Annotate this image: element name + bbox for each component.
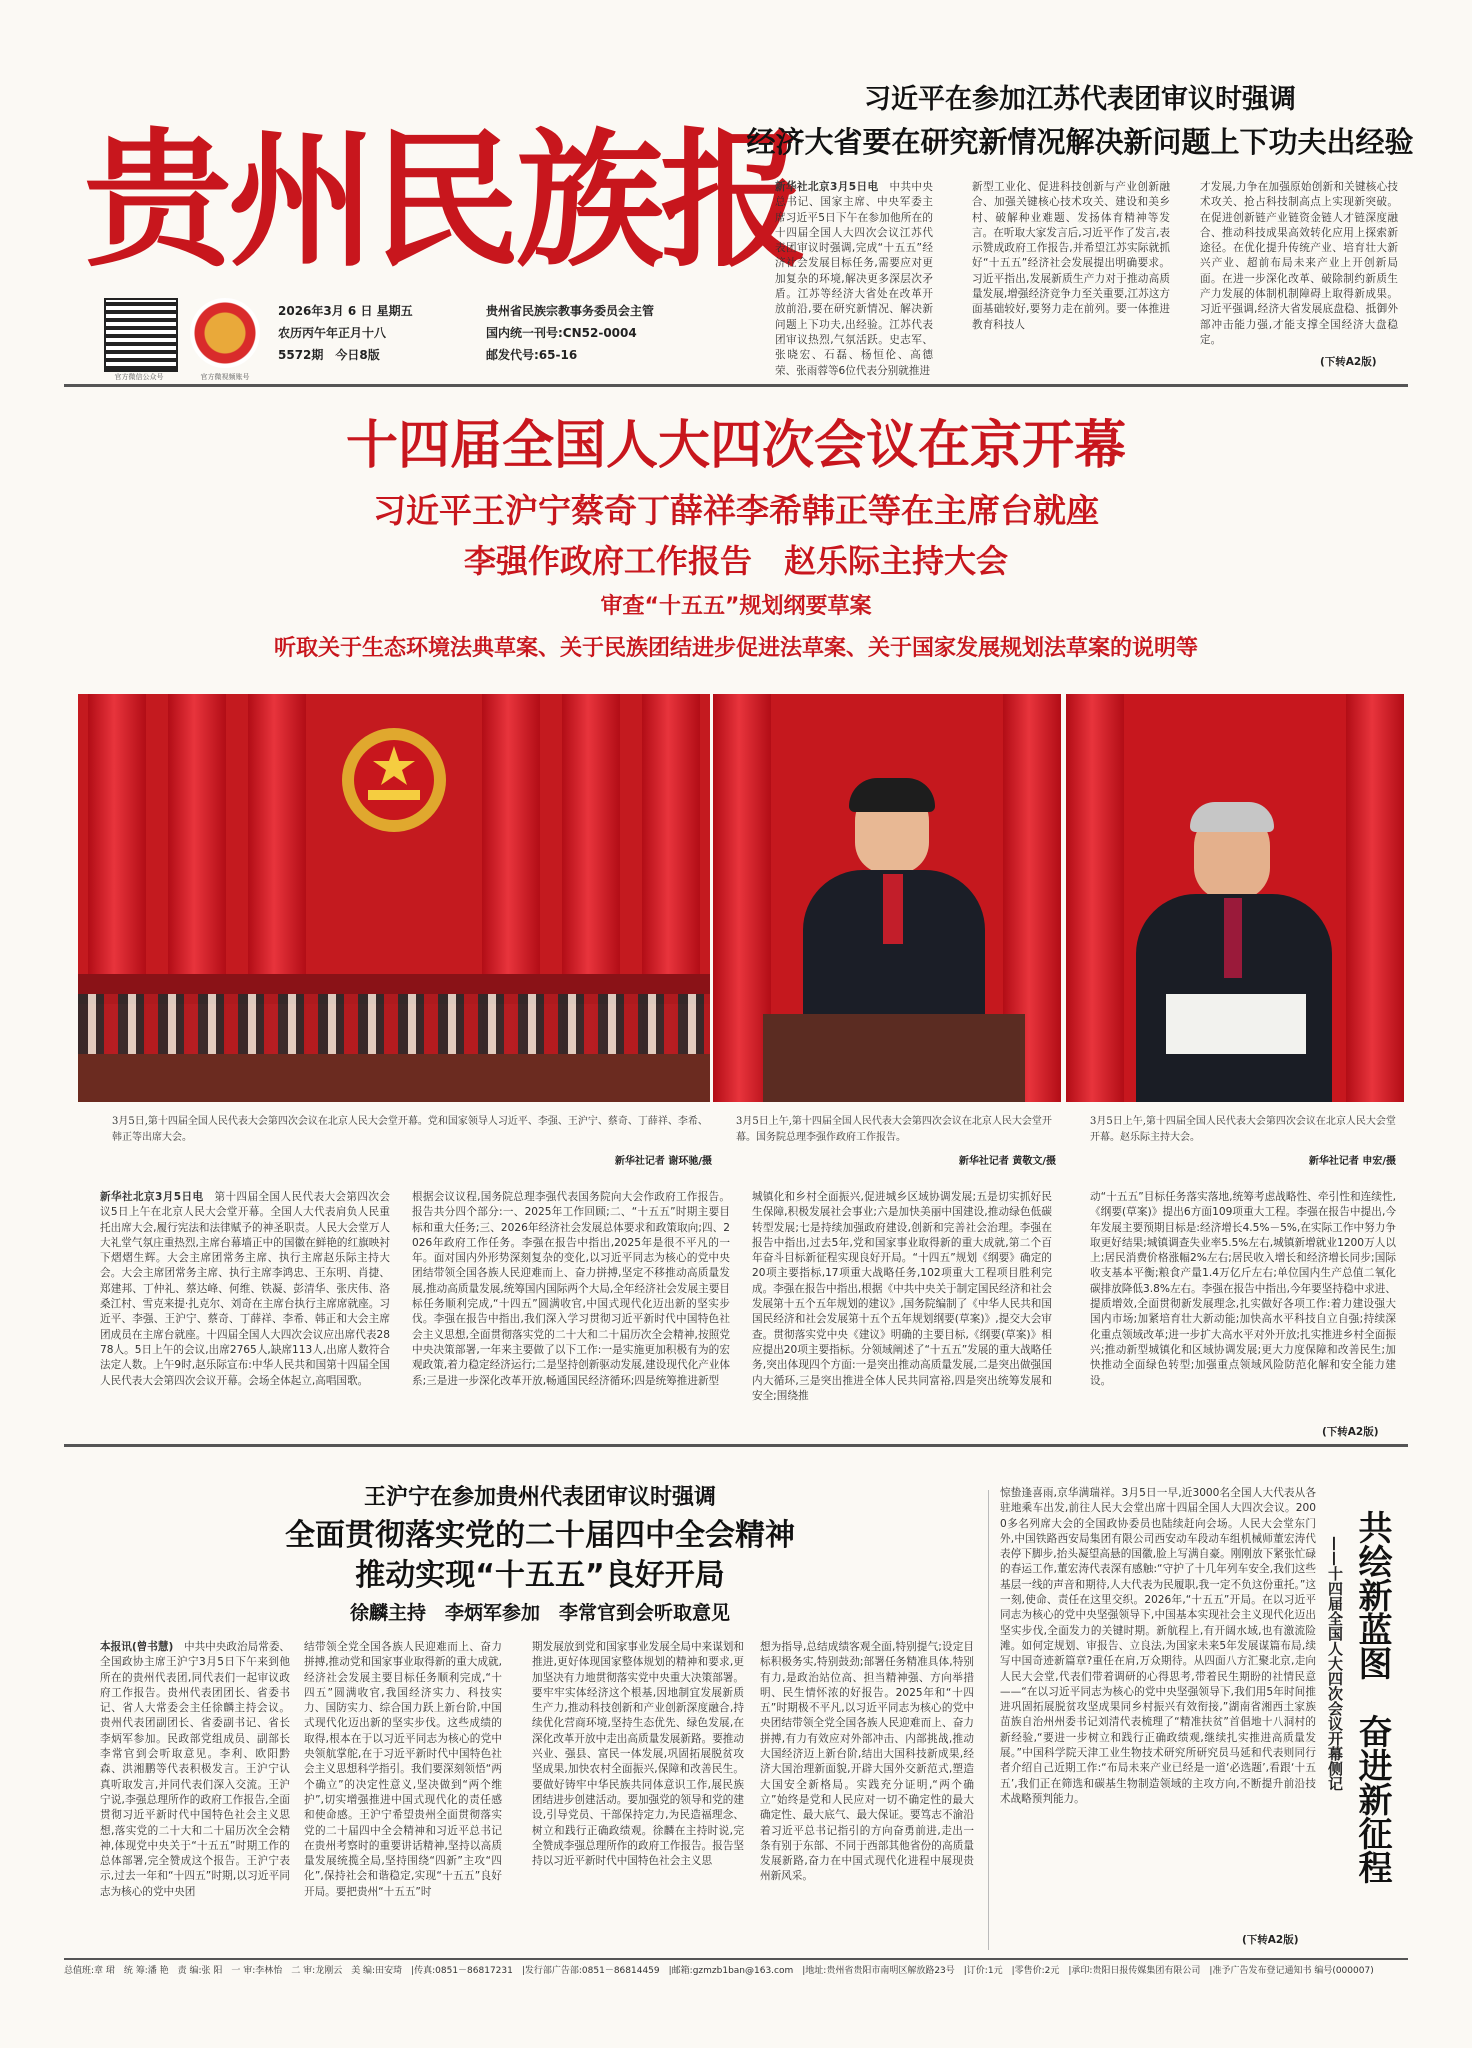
top-story-kicker: 习近平在参加江苏代表团审议时强调 <box>864 84 1296 115</box>
bottom-story-subhead: 徐麟主持 李炳军参加 李常官到会听取意见 <box>349 1602 730 1624</box>
photo-zhao-presiding <box>1076 694 1396 1102</box>
lead-dateline: 新华社北京3月5日电 <box>100 1191 204 1203</box>
top-story-column-2: 新型工业化、促进科技创新与产业创新融合、加强关键核心技术攻关、建设和美乡村、破解种业难题、发扬体育精神等发言。在听取大家发言后,习近平作了发言,表示赞成政府工作报告,并希望江苏实际就抓好“十五五”经济社会发展提出明确要求。习近平指出,发展新质生产力对于推动高质量发展,增强经济竞争力至关重要,江苏这方面基础较好,要努力走在前列。要一体推进教育科技人 <box>972 181 1170 331</box>
bottom-story-headline-2: 推动实现“十五五”良好开局 <box>355 1558 725 1593</box>
lunar-date: 农历丙午年正月十八 <box>278 326 387 340</box>
photo-caption-1: 3月5日,第十四届全国人民代表大会第四次会议在北京人民大会堂开幕。党和国家领导人习近平、李强、王沪宁、蔡奇、丁薛祥、李希、韩正等出席大会。 <box>112 1116 708 1143</box>
lead-subhead-3: 审查“十五五”规划纲要草案 <box>600 594 872 619</box>
lead-subhead-4: 听取关于生态环境法典草案、关于民族团结进步促进法草案、关于国家发展规划法草案的说明等 <box>273 636 1198 661</box>
side-story-body: 惊蛰逢喜雨,京华满瑞祥。3月5日一早,近3000名全国人大代表从各驻地乘车出发,前往人民大会堂出席十四届全国人大四次会议。2000多名列席大会的全国政协委员也陆续赶向会场。人民大会堂东门外,中国铁路西安局集团有限公司西安动车段动车组机械师董宏涛代表停下脚步,抬头凝望高悬的国徽,脸上写满自豪。刚刚放下紧张忙碌的春运工作,董宏涛代表深有感触:“守护了十几年列车安全,我们这些基层一线的声音和期待,人大代表为民履职,我一定不负这份重托。”这一刻,使命、责任在这里交织。2026年,“十五五”开局。在以习近平同志为核心的党中央坚强领导下,中国基本实现社会主义现代化迈出坚实步伐,全面发力的关键时期。新航程上,有开阔水域,也有激流险滩。如何定规划、审报告、立良法,为国家未来5年发展谋篇布局,续写中国奇迹新篇章?重任在肩,万众期待。从四面八方汇聚北京,走向人民大会堂,代表们带着调研的心得思考,带着民生期盼的社情民意——“在以习近平同志为核心的党中央坚强领导下,我们用5年时间推进巩固拓展脱贫攻坚成果同乡村振兴有效衔接,”湖南省湘西土家族苗族自治州州委书记刘清代表梳理了“精准扶贫”首倡地十八洞村的新经验,“要进一步树立和践行正确政绩观,继续扎实推进高质量发展。”中国科学院天津工业生物技术研究所研究员马延和代表则同行者介绍自己近期工作:“布局未来产业已经是一道‘必选题’,看跟‘十五五’,我们正在筛选和碳基生物制造领域的主攻方向,不断提升前沿技术战略预判能力。 <box>1000 1487 1316 1805</box>
lead-body-column-3: 城镇化和乡村全面振兴,促进城乡区域协调发展;五是切实抓好民生保障,积极发展社会事业;六是加快美丽中国建设,推动绿色低碳转型发展;七是持续加强政府建设,创新和完善社会治理。李强在报告中指出,过去5年,党和国家事业取得新的重大成就,第二个百年奋斗目标新征程实现良好开局。“十四五”规划《纲要》确定的20项主要指标,17项重大战略任务,102项重大工程项目胜利完成。李强在报告中指出,根据《中共中央关于制定国民经济和社会发展第十五个五年规划的建议》,国务院编制了《中华人民共和国国民经济和社会发展第十五个五年规划纲要(草案)》,提交大会审查。贯彻落实党中央《建议》明确的主要目标,《纲要(草案)》相应提出20项主要指标。分领域阐述了“十五五”发展的重大战略任务,突出体现四个方面:一是突出推动高质量发展,二是突出做强国内大循环,三是突出推进全体人民共同富裕,四是突出统筹发展和安全;围绕推 <box>752 1191 1052 1402</box>
section-divider <box>64 1444 1408 1447</box>
section-divider <box>64 384 1408 387</box>
bottom-story-headline-1: 全面贯彻落实党的二十届四中全会精神 <box>285 1518 795 1553</box>
photo-credit-3: 新华社记者 申宏/摄 <box>1308 1156 1396 1167</box>
lead-body-column-4: 动“十五五”目标任务落实落地,统筹考虑战略性、牵引性和连续性,《纲要(草案)》提出6方面109项重大工程。李强在报告中提出,今年发展主要预期目标是:经济增长4.5%－5%,在实际工作中努力争取更好结果;城镇调查失业率5.5%左右,城镇新增就业1200万人以上;居民消费价格涨幅2%左右;居民收入增长和经济增长同步;国际收支基本平衡;粮食产量1.4万亿斤左右;单位国内生产总值二氧化碳排放降低3.8%左右。李强在报告中指出,今年要坚持稳中求进、提质增效,全面贯彻新发展理念,扎实做好各项工作:着力建设强大国内市场;加紧培育壮大新动能;加快高水平科技自立自强;持续深化重点领域改革;进一步扩大高水平对外开放;扎实推进乡村全面振兴;推动新型城镇化和区域协调发展;更大力度保障和改善民生;加快推动全面绿色转型;加强重点领域风险防范化解和安全能力建设。 <box>1090 1191 1396 1387</box>
video-account-qr-code <box>190 298 260 368</box>
bottom-story-kicker: 王沪宁在参加贵州代表团审议时强调 <box>363 1485 716 1510</box>
cn-number: 国内统一刊号:CN52-0004 <box>486 326 637 340</box>
qr-label-wechat: 官方微信公众号 <box>114 373 164 381</box>
top-story-continued: (下转A2版) <box>1320 356 1377 368</box>
column-rule <box>988 1490 989 1950</box>
publisher: 贵州省民族宗教事务委员会主管 <box>486 304 655 318</box>
national-emblem-icon <box>338 724 450 836</box>
side-story-subtitle: ——十四届全国人大四次会议开幕侧记 <box>1326 1536 1344 1791</box>
side-story-continued: (下转A2版) <box>1242 1934 1299 1946</box>
bottom-story-column-3: 期发展放到党和国家事业发展全局中来谋划和推进,更好体现国家整体规划的精神和要求,更加坚决有力地贯彻落实党中央重大决策部署。要牢牢实体经济这个根基,因地制宜发展新质生产力,推动科技创新和产业创新深度融合,持续优化营商环境,坚持生态优先、绿色发展,在深化改革开放中走出高质量发展新路。要推动兴业、强县、富民一体发展,巩固拓展脱贫攻坚成果,加快农村全面振兴,保障和改善民生。要做好铸牢中华民族共同体意识工作,展民族团结进步创建活动。要加强党的领导和党的建设,引导党员、干部保持定力,为民造福理念、树立和践行正确政绩观。徐麟在主持时说,完全赞成李强总理所作的政府工作报告。报告坚持以习近平新时代中国特色社会主义思 <box>532 1641 744 1868</box>
photo-premier-report <box>733 694 1055 1102</box>
photo-caption-2: 3月5日上午,第十四届全国人民代表大会第四次会议在北京人民大会堂开幕。国务院总理李强作政府工作报告。 <box>736 1116 1052 1143</box>
lead-subhead-1: 习近平王沪宁蔡奇丁薛祥李希韩正等在主席台就座 <box>373 491 1099 530</box>
lead-subhead-2: 李强作政府工作报告 赵乐际主持大会 <box>463 542 1008 580</box>
photo-credit-2: 新华社记者 黄敬文/摄 <box>958 1156 1056 1167</box>
footer-staff-info: 总值班:章 珺 统 筹:潘 艳 责 编:张 阳 一 审:李林怡 二 审:龙刚云 美 编:田安琦 |传真:0851－86817231 |发行部广告部:0851－86814459 |邮箱:gzmzb1ban@163.com |地址:贵州省贵阳市南明区解放路23号 |订价:1元 |零售价:2元 |承印:贵阳日报传媒集团有限公司 |准予广告发布登记通知书 编号(000007) <box>64 1966 1374 1976</box>
photo-plenary-hall <box>78 694 710 1102</box>
bottom-story-column-1: 本报讯(曾书慧) 中共中央政治局常委、全国政协主席王沪宁3月5日下午来到他所在的贵州代表团,同代表们一起审议政府工作报告。贵州代表团团长、省委书记、省人大常委会主任徐麟主持会议。贵州代表团副团长、省委副书记、省长李炳军参加。民政部党组成员、副部长李常官到会听取意见。李利、欧阳黔森、洪湘鹏等代表积极发言。王沪宁认真听取发言,并同代表们深入交流。王沪宁说,李强总理所作的政府工作报告,全面贯彻习近平新时代中国特色社会主义思想,落实党的二十大和二十届历次全会精神,体现党中央关于“十五五”时期工作的总体部署,完全赞成这个报告。王沪宁表示,过去一年和“十四五”时期,以习近平同志为核心的党中央团 <box>100 1641 291 1898</box>
issue-number: 5572期 今日8版 <box>278 348 380 362</box>
photo-caption-3: 3月5日上午,第十四届全国人民代表大会第四次会议在北京人民大会堂开幕。赵乐际主持大会。 <box>1090 1116 1396 1143</box>
top-story-column-3: 才发展,力争在加强原始创新和关键核心技术攻关、抢占科技制高点上实现新突破。在促进创新链产业链资金链人才链深度融合、推动科技成果高效转化应用上探索新途径。在优化提升传统产业、培育壮大新兴产业、超前布局未来产业上开创新局面。在进一步深化改革、破除制约新质生产力发展的体制机制障碍上取得新成果。习近平强调,经济大省发展底盘稳、抵御外部冲击能力强,才能支撑全国经济大盘稳定。 <box>1200 181 1398 346</box>
postal-code: 邮发代号:65-16 <box>486 348 578 362</box>
top-story-column-1: 新华社北京3月5日电 中共中央总书记、国家主席、中央军委主席习近平5日下午在参加他所在的十四届全国人大四次会议江苏代表团审议时强调,完成“十五五”经济社会发展目标任务,需要应对更加复杂的环境,解决更多深层次矛盾。江苏等经济大省处在改革开放前沿,要在研究新情况、解决新问题上下功夫,出经验。江苏代表团审议热烈,气氛活跃。史志军、张晓宏、石磊、杨恒伦、高德荣、张雨蓉等6位代表分别就推进 <box>775 181 934 377</box>
lead-body-column-1: 新华社北京3月5日电 第十四届全国人民代表大会第四次会议5日上午在北京人民大会堂开幕。全国人大代表肩负人民重托出席大会,履行宪法和法律赋予的神圣职责。人民大会堂万人大礼堂气氛庄重热烈,主席台幕墙正中的国徽在鲜艳的红旗映衬下熠熠生辉。大会主席团常务主席、执行主席赵乐际主持大会。大会主席团常务主席、执行主席李鸿忠、王东明、肖捷、郑建邦、丁仲礼、蔡达峰、何维、铁凝、彭清华、张庆伟、洛桑江村、雪克来提·扎克尔、刘奇在主席台执行主席席就座。习近平、李强、王沪宁、蔡奇、丁薛祥、李希、韩正和大会主席团成员在主席台就座。十四届全国人大四次会议应出席代表2878人。5日上午的会议,出席2765人,缺席113人,出席人数符合法定人数。上午9时,赵乐际宣布:中华人民共和国第十四届全国人民代表大会第四次会议开幕。会场全体起立,高唱国歌。 <box>100 1191 391 1387</box>
bottom-story-column-2: 结带领全党全国各族人民迎难而上、奋力拼搏,推动党和国家事业取得新的重大成就,经济社会发展主要目标任务顺利完成,“十四五”圆满收官,我国经济实力、科技实力、国防实力、综合国力跃上新台阶,中国式现代化迈出新的坚实步伐。这些成绩的取得,根本在于以习近平同志为核心的党中央领航掌舵,在于习近平新时代中国特色社会主义思想科学指引。我们要深刻领悟“两个确立”的决定性意义,坚决做到“两个维护”,切实增强推进中国式现代化的责任感和使命感。王沪宁希望贵州全面贯彻落实党的二十届四中全会精神和习近平总书记在贵州考察时的重要讲话精神,坚持以高质量发展统揽全局,坚持围绕“四新”主攻“四化”,保持社会和谐稳定,实现“十五五”良好开局。要把贵州“十五五”时 <box>304 1641 502 1898</box>
photo-credit-1: 新华社记者 谢环驰/摄 <box>614 1156 712 1167</box>
lead-headline: 十四届全国人大四次会议在京开幕 <box>345 416 1126 476</box>
footer-rule <box>64 1958 1408 1960</box>
lead-body-column-2: 根据会议议程,国务院总理李强代表国务院向大会作政府工作报告。报告共分四个部分:一、2025年工作回顾;二、“十五五”时期主要目标和重大任务;三、2026年经济社会发展总体要求和政策取向;四、2026年政府工作任务。李强在报告中指出,2025年是很不平凡的一年。面对国内外形势深刻复杂的变化,以习近平同志为核心的党中央团结带领全国各族人民迎难而上、奋力拼搏,坚定不移推动高质量发展,推动高质量发展,统筹国内国际两个大局,全年经济社会发展主要目标任务顺利完成,“十四五”圆满收官,中国式现代化迈出新的坚实步伐。李强在报告中指出,我们深入学习贯彻习近平新时代中国特色社会主义思想,全面贯彻落实党的二十大和二十届历次全会精神,按照党中央决策部署,一年来主要做了以下工作:一是实施更加积极有为的宏观政策,着力稳定经济运行;二是坚持创新驱动发展,建设现代化产业体系;三是进一步深化改革开放,畅通国民经济循环;四是统筹推进新型 <box>412 1191 730 1387</box>
side-story-title: 共绘新蓝图 奋进新征程 <box>1352 1510 1392 1884</box>
bottom-story-dateline: 本报讯(曾书慧) <box>100 1641 174 1653</box>
top-story-headline: 经济大省要在研究新情况解决新问题上下功夫出经验 <box>746 125 1414 159</box>
bottom-story-column-4: 想为指导,总结成绩客观全面,特别提气;设定目标积极务实,特别鼓劲;部署任务精准具体,特别有力,是政治站位高、担当精神强、方向举措明、民生情怀浓的好报告。2025年和“十四五”时期极不平凡,以习近平同志为核心的党中央团结带领全党全国各族人民迎难而上、奋力拼搏,有力有效应对外部冲击、内部挑战,推动大国经济迈上新台阶,结出大国科技新成果,经济大国治理新面貌,开辟大国外交新范式,塑造大国安全新格局。实践充分证明,“两个确立”始终是党和人民应对一切不确定性的最大确定性、最大底气、最大保证。要笃志不渝沿着习近平总书记指引的方向奋勇前进,走出一条有别于东部、不同于西部其他省份的高质量发展新路,奋力在中国式现代化进程中展现贵州新风采。 <box>760 1641 974 1883</box>
qr-label-video: 官方微视频账号 <box>200 373 250 381</box>
top-story-dateline: 新华社北京3月5日电 <box>775 181 879 193</box>
issue-date: 2026年3月 6 日 星期五 <box>278 304 413 318</box>
newspaper-masthead: 贵州民族报 <box>84 113 804 287</box>
wechat-qr-code <box>104 298 178 372</box>
lead-continued: (下转A2版) <box>1322 1426 1379 1438</box>
